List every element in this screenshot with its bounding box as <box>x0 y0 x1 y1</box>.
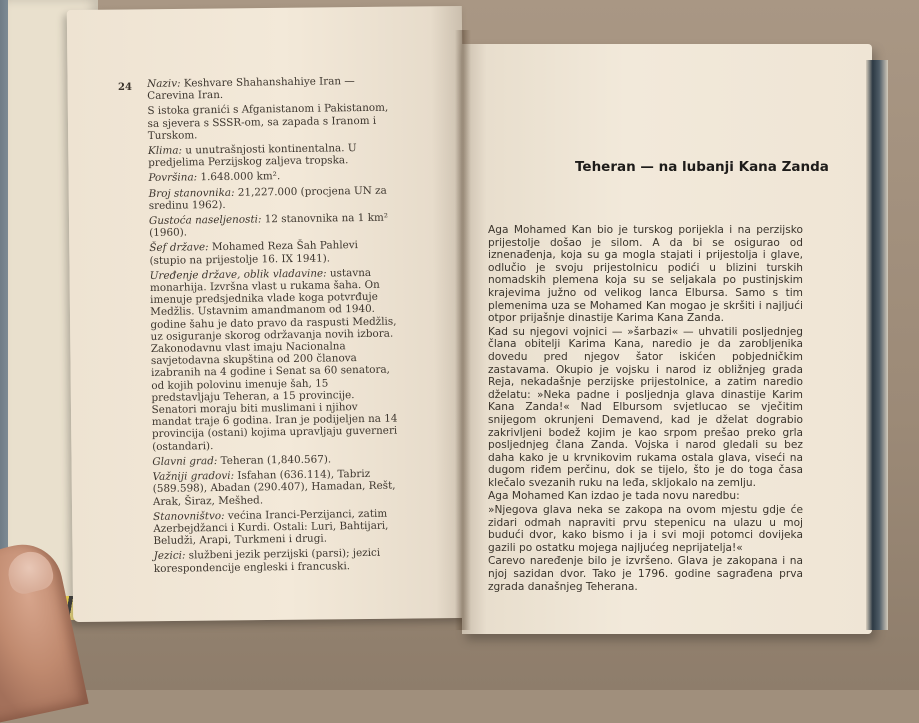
fact-value: službeni jezik perzijski (parsi); jezici korespondencije engleski i francuski. <box>153 547 381 575</box>
fact-value: Mohamed Reza Šah Pahlevi (stupio na prijestolje 16. IX 1941). <box>149 239 359 267</box>
fact-label: Stanovništvo: <box>153 509 225 523</box>
chapter-paragraph: Aga Mohamed Kan izdao je tada novu naredbu: <box>488 490 740 503</box>
fact-label: Jezici: <box>153 549 186 563</box>
fact-label: Površina: <box>148 171 198 185</box>
fact-entry <box>153 507 401 547</box>
fact-label: Važniji gradovi: <box>152 469 235 484</box>
fact-entry <box>152 468 400 508</box>
fact-label: Glavni grad: <box>152 454 218 468</box>
book-right-edge <box>866 60 888 630</box>
fact-entry <box>152 452 400 468</box>
fact-entry <box>148 169 396 185</box>
fact-entry <box>150 266 401 452</box>
fact-value: u unutrašnjosti kontinentalna. U predjelima Perzijskog zaljeva tropska. <box>148 142 357 170</box>
chapter-text <box>488 224 803 594</box>
chapter-paragraph: Carevo naređenje bilo je izvršeno. Glava je zakopana i na njoj sazidan dvor. Tako je 1796. godine sagrađena prva zgrada današnjeg Teherana. <box>488 555 803 593</box>
fact-value: ustavna monarhija. Izvršna vlast u rukama šaha. On imenuje predsjednika vlade koga potvrđuje Medžlis. Ustavnim amandmanom od 1940. godine šahu je dato pravo da raspusti Medžlis, uz osiguranje skorog održavanja novih izbora. Zakonodavnu vlast imaju Nacionalna savjetodavna skupština od 200 članova izabranih na 4 godine i Senat sa 60 senatora, od kojih polovinu imenuje šah, 15 predstavljaju Teheran, a 15 provincije. Senatori moraju biti muslimani i njihov mandat traje 6 godina. Iran je podijeljen na 14 provincija (ostani) kojima upravljaju guverneri (ostandari). <box>149 266 398 453</box>
country-facts <box>147 75 402 578</box>
fact-entry <box>147 102 395 142</box>
fact-label: Broj stanovnika: <box>148 186 235 200</box>
fact-entry <box>147 75 395 103</box>
fact-value: 1.648.000 km². <box>197 170 281 184</box>
fact-entry <box>149 184 397 212</box>
fact-label: Klima: <box>147 144 183 158</box>
chapter-paragraph: Kad su njegovi vojnici — »šarbazi« — uhvatili posljednjeg člana obitelji Karima Kana, naredio je da zarobljenika dovedu pred njegov šator iskićen pobjedničkim zastavama. Okupio je vojsku i narod iz obližnjeg grada Reja, nekadašnje perzijske prijestolnice, a zatim naredio dželatu: »Neka padne i posljednja glava dinastije Karim Kana Zanda!« Nad Elbursom svjetlucao se vječitim snijegom okrunjeni Demavend, kad je dželat dograbio zakrivljeni bodež kojim je kao srpom prešao preko grla posljednjeg člana Zanda. Vojska i narod gledali su bez daha kako je u krvnikovim rukama ostala glava, viseći na dugom riđem perčinu, dok se tijelo, što je do toga časa klečalo svezanih ruku na leđa, skljokalo na zemlju. <box>488 325 803 489</box>
fact-entry <box>148 142 396 170</box>
fact-value: većina Iranci-Perzijanci, zatim Azerbejdžanci i Kurdi. Ostali: Luri, Bahtijari, Beludži, Arapi, Turkmeni i drugi. <box>153 507 389 548</box>
chapter-paragraph: »Njegova glava neka se zakopa na ovom mjestu gdje će zidari odmah napraviti prvu stepenicu na ulazu u moj budući dvor, kako bismo i ja i svi moji potomci dovijeka gazili po ostatku mojega najljućeg neprijatelja!« <box>488 504 803 554</box>
chapter-paragraph: Aga Mohamed Kan bio je turskog porijekla i na perzijsko prijestolje došao je silom. A da bi se osigurao od iznenađenja, koja su ga mogla stajati i prijestolja i glave, odlučio je svoju prijestolnicu podići u blizini turskih nomadskih plemena koja su se seljakala po pustinjskim krajevima južno od velikog lanca Elbursa. Samo s tim plemenima uza se Mohamed Kan mogao je skršiti i najljući otpor prijašnje dinastije Karima Kana Zanda. <box>488 224 803 325</box>
fact-label: Naziv: <box>147 77 181 90</box>
fact-label: Šef države: <box>149 241 209 255</box>
fact-value: 21,227.000 (procjena UN za sredinu 1962). <box>148 184 387 212</box>
fact-value: Keshvare Shahanshahiye Iran — Carevina Iran. <box>147 75 355 103</box>
fact-entry <box>149 212 397 240</box>
page-number: 24 <box>118 82 132 93</box>
book-gutter <box>455 30 471 630</box>
fact-value: Isfahan (636.114), Tabriz (589.598), Abadan (290.407), Hamadan, Rešt, Arak, Širaz, Mešhed. <box>152 468 396 508</box>
fact-label: Gustoća naseljenosti: <box>148 213 262 228</box>
chapter-title: Teheran — na lubanji Kana Zanda <box>575 159 829 175</box>
fact-value: Teheran (1,840.567). <box>217 453 332 467</box>
fact-entry <box>149 239 397 267</box>
fact-entry <box>154 547 402 575</box>
fact-label: Uređenje države, oblik vladavine: <box>149 267 327 282</box>
fact-value: S istoka granići s Afganistanom i Pakistanom, sa sjevera s SSSR-om, sa zapada s Iranom i Turskom. <box>147 102 389 142</box>
fact-value: 12 stanovnika na 1 km² (1960). <box>149 211 389 240</box>
